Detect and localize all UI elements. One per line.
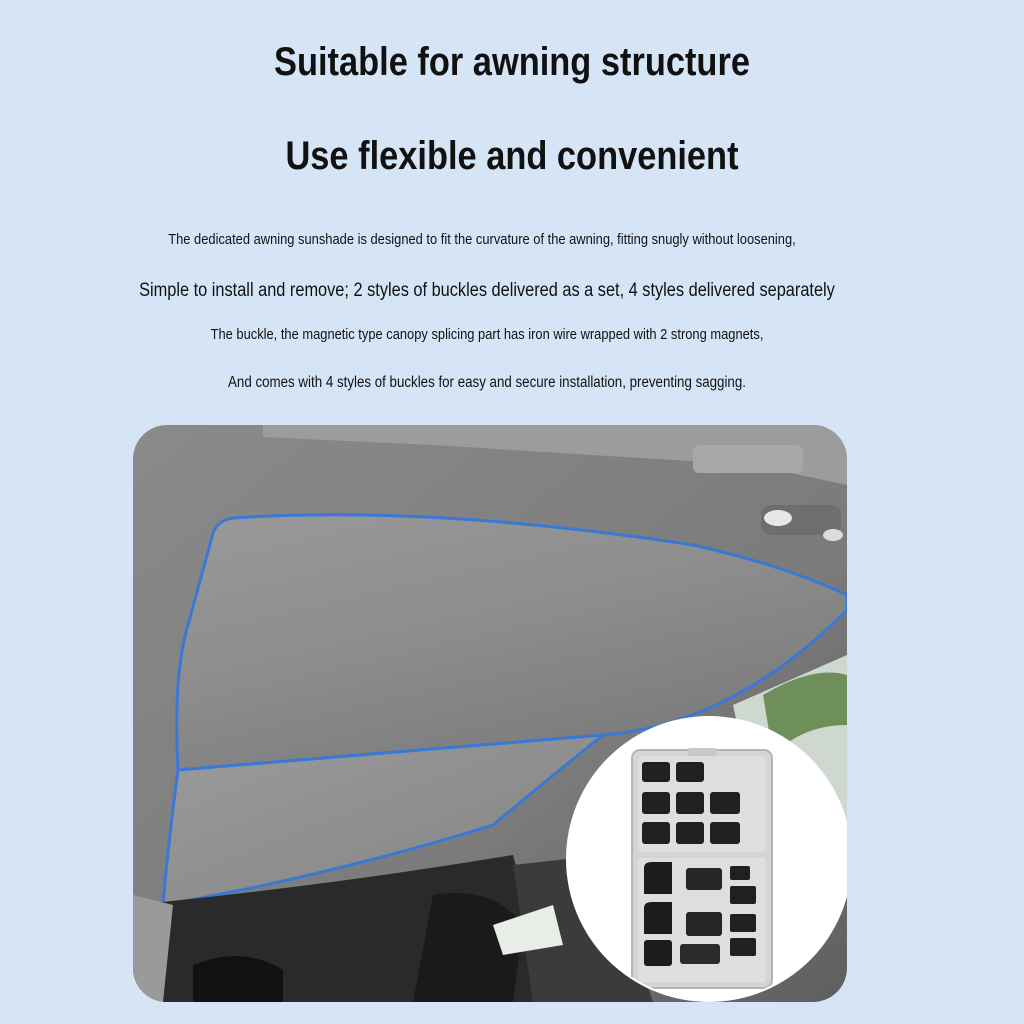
heading-line-2: Use flexible and convenient xyxy=(285,134,739,178)
description-line-3: The buckle, the magnetic type canopy splicing part has iron wire wrapped with 2 strong magnets, xyxy=(210,326,764,343)
car-interior-sunshade-photo xyxy=(133,425,847,1002)
description-line-4: And comes with 4 styles of buckles for easy and secure installation, preventing sagging. xyxy=(228,374,746,391)
buckle-storage-box-photo xyxy=(568,718,847,1000)
heading-line-1: Suitable for awning structure xyxy=(274,40,750,84)
description-line-2: Simple to install and remove; 2 styles of buckles delivered as a set, 4 styles delivered separately xyxy=(139,280,835,301)
description-line-1: The dedicated awning sunshade is designed to fit the curvature of the awning, fitting snugly without loosening, xyxy=(168,231,796,248)
